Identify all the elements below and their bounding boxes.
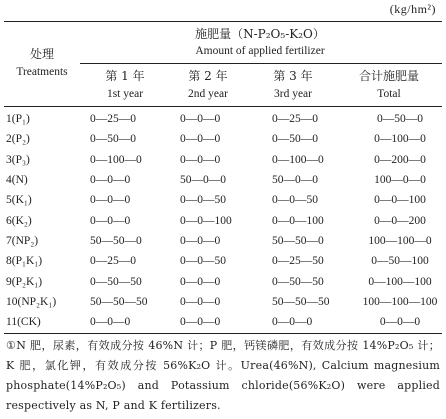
year2-cell: 0—0—0	[180, 133, 221, 146]
treatment-header-zh: 处理	[29, 47, 54, 61]
total-cell: 100—0—0	[374, 174, 426, 187]
year1-cell: 0—25—0	[90, 113, 136, 126]
unit-label: (kg/hm²)	[389, 2, 436, 16]
treatment-cell: 11(CK)	[6, 316, 41, 329]
year3-cell: 50—50—50	[272, 295, 330, 308]
col-year2-zh: 第 2 年	[188, 69, 228, 83]
year2-cell: 0—0—0	[180, 275, 221, 288]
total-cell: 0—50—0	[377, 113, 423, 126]
table-row	[4, 210, 442, 230]
table-row	[4, 129, 442, 149]
year1-cell: 50—50—50	[90, 295, 148, 308]
col-year2-en: 2nd year	[188, 88, 228, 100]
year1-cell: 0—50—50	[90, 275, 142, 288]
amount-subrule	[80, 63, 442, 64]
year3-cell: 0—0—0	[272, 316, 313, 329]
table-row	[4, 292, 442, 312]
year2-cell: 0—0—50	[180, 194, 226, 207]
treatment-header-en: Treatments	[16, 66, 68, 78]
total-cell: 0—200—0	[374, 153, 426, 166]
year3-cell: 0—25—0	[272, 113, 318, 126]
year3-cell: 0—0—100	[272, 214, 324, 227]
year2-cell: 0—0—50	[180, 255, 226, 268]
col-year3-en: 3rd year	[274, 88, 312, 100]
year2-cell: 0—0—0	[180, 234, 221, 247]
treatment-cell: 1(P₁)	[6, 113, 30, 126]
treatment-cell: 2(P₂)	[6, 133, 30, 146]
total-cell: 0—0—100	[374, 194, 426, 207]
year3-cell: 0—50—50	[272, 275, 324, 288]
year3-cell: 0—25—50	[272, 255, 324, 268]
year2-cell: 0—0—0	[180, 295, 221, 308]
year1-cell: 0—100—0	[90, 153, 142, 166]
year1-cell: 0—0—0	[90, 214, 131, 227]
treatment-cell: 7(NP₂)	[6, 234, 39, 247]
year2-cell: 0—0—0	[180, 316, 221, 329]
fertilizer-table	[4, 109, 442, 332]
table-row	[4, 312, 442, 332]
col-total-en: Total	[377, 88, 401, 100]
table-row	[4, 170, 442, 190]
year2-cell: 0—0—0	[180, 113, 221, 126]
total-cell: 0—0—0	[379, 316, 421, 329]
table-row	[4, 271, 442, 291]
year1-cell: 50—50—0	[90, 234, 142, 247]
col-year1-en: 1st year	[106, 88, 144, 100]
total-cell: 100—100—100	[362, 295, 438, 308]
top-rule	[4, 21, 442, 22]
table-footnote: ①N 肥，尿素，有效成分按 46%N 计；P 肥，钙镁磷肥，有效成分按 14%P₂O₅ 计；K 肥，氯化钾，有效成分按 56%K₂O 计。Urea(46%N), Calcium magnesium phosphate(14%P₂O₅) and Potassium chloride(56%K₂O) were applied respectively as N, P and K fertilizers.	[6, 339, 440, 412]
amount-header-zh: 施肥量（N-P₂O₅-K₂O）	[195, 27, 325, 41]
year3-cell: 50—0—0	[272, 174, 318, 187]
col-total-zh: 合计施肥量	[358, 69, 419, 83]
year3-cell: 0—100—0	[272, 153, 324, 166]
year2-cell: 50—0—0	[180, 174, 226, 187]
total-cell: 0—50—100	[371, 255, 429, 268]
treatment-cell: 9(P₂K₁)	[6, 275, 43, 288]
total-cell: 0—100—100	[368, 275, 432, 288]
table-row	[4, 109, 442, 129]
year1-cell: 0—50—0	[90, 133, 136, 146]
year3-cell: 0—50—0	[272, 133, 318, 146]
table-row	[4, 251, 442, 271]
table-row	[4, 190, 442, 210]
treatment-cell: 8(P₁K₁)	[6, 255, 43, 268]
year1-cell: 0—25—0	[90, 255, 136, 268]
treatment-cell: 6(K₂)	[6, 214, 32, 227]
year1-cell: 0—0—0	[90, 316, 131, 329]
year2-cell: 0—0—0	[180, 153, 221, 166]
year1-cell: 0—0—0	[90, 174, 131, 187]
header-rule	[4, 106, 442, 107]
treatment-cell: 5(K₁)	[6, 194, 32, 207]
year3-cell: 50—50—0	[272, 234, 324, 247]
amount-header-en: Amount of applied fertilizer	[195, 45, 325, 57]
col-year3-zh: 第 3 年	[273, 69, 313, 83]
table-row	[4, 231, 442, 251]
treatment-cell: 4(N)	[6, 174, 28, 187]
total-cell: 100—100—0	[368, 234, 432, 247]
year3-cell: 0—0—50	[272, 194, 318, 207]
treatment-cell: 3(P₃)	[6, 153, 30, 166]
table-row	[4, 150, 442, 170]
total-cell: 0—0—200	[374, 214, 426, 227]
col-year1-zh: 第 1 年	[105, 69, 145, 83]
year1-cell: 0—0—0	[90, 194, 131, 207]
bottom-rule	[4, 333, 442, 334]
year2-cell: 0—0—100	[180, 214, 232, 227]
total-cell: 0—100—0	[374, 133, 426, 146]
treatment-cell: 10(NP₂K₁)	[6, 295, 57, 308]
